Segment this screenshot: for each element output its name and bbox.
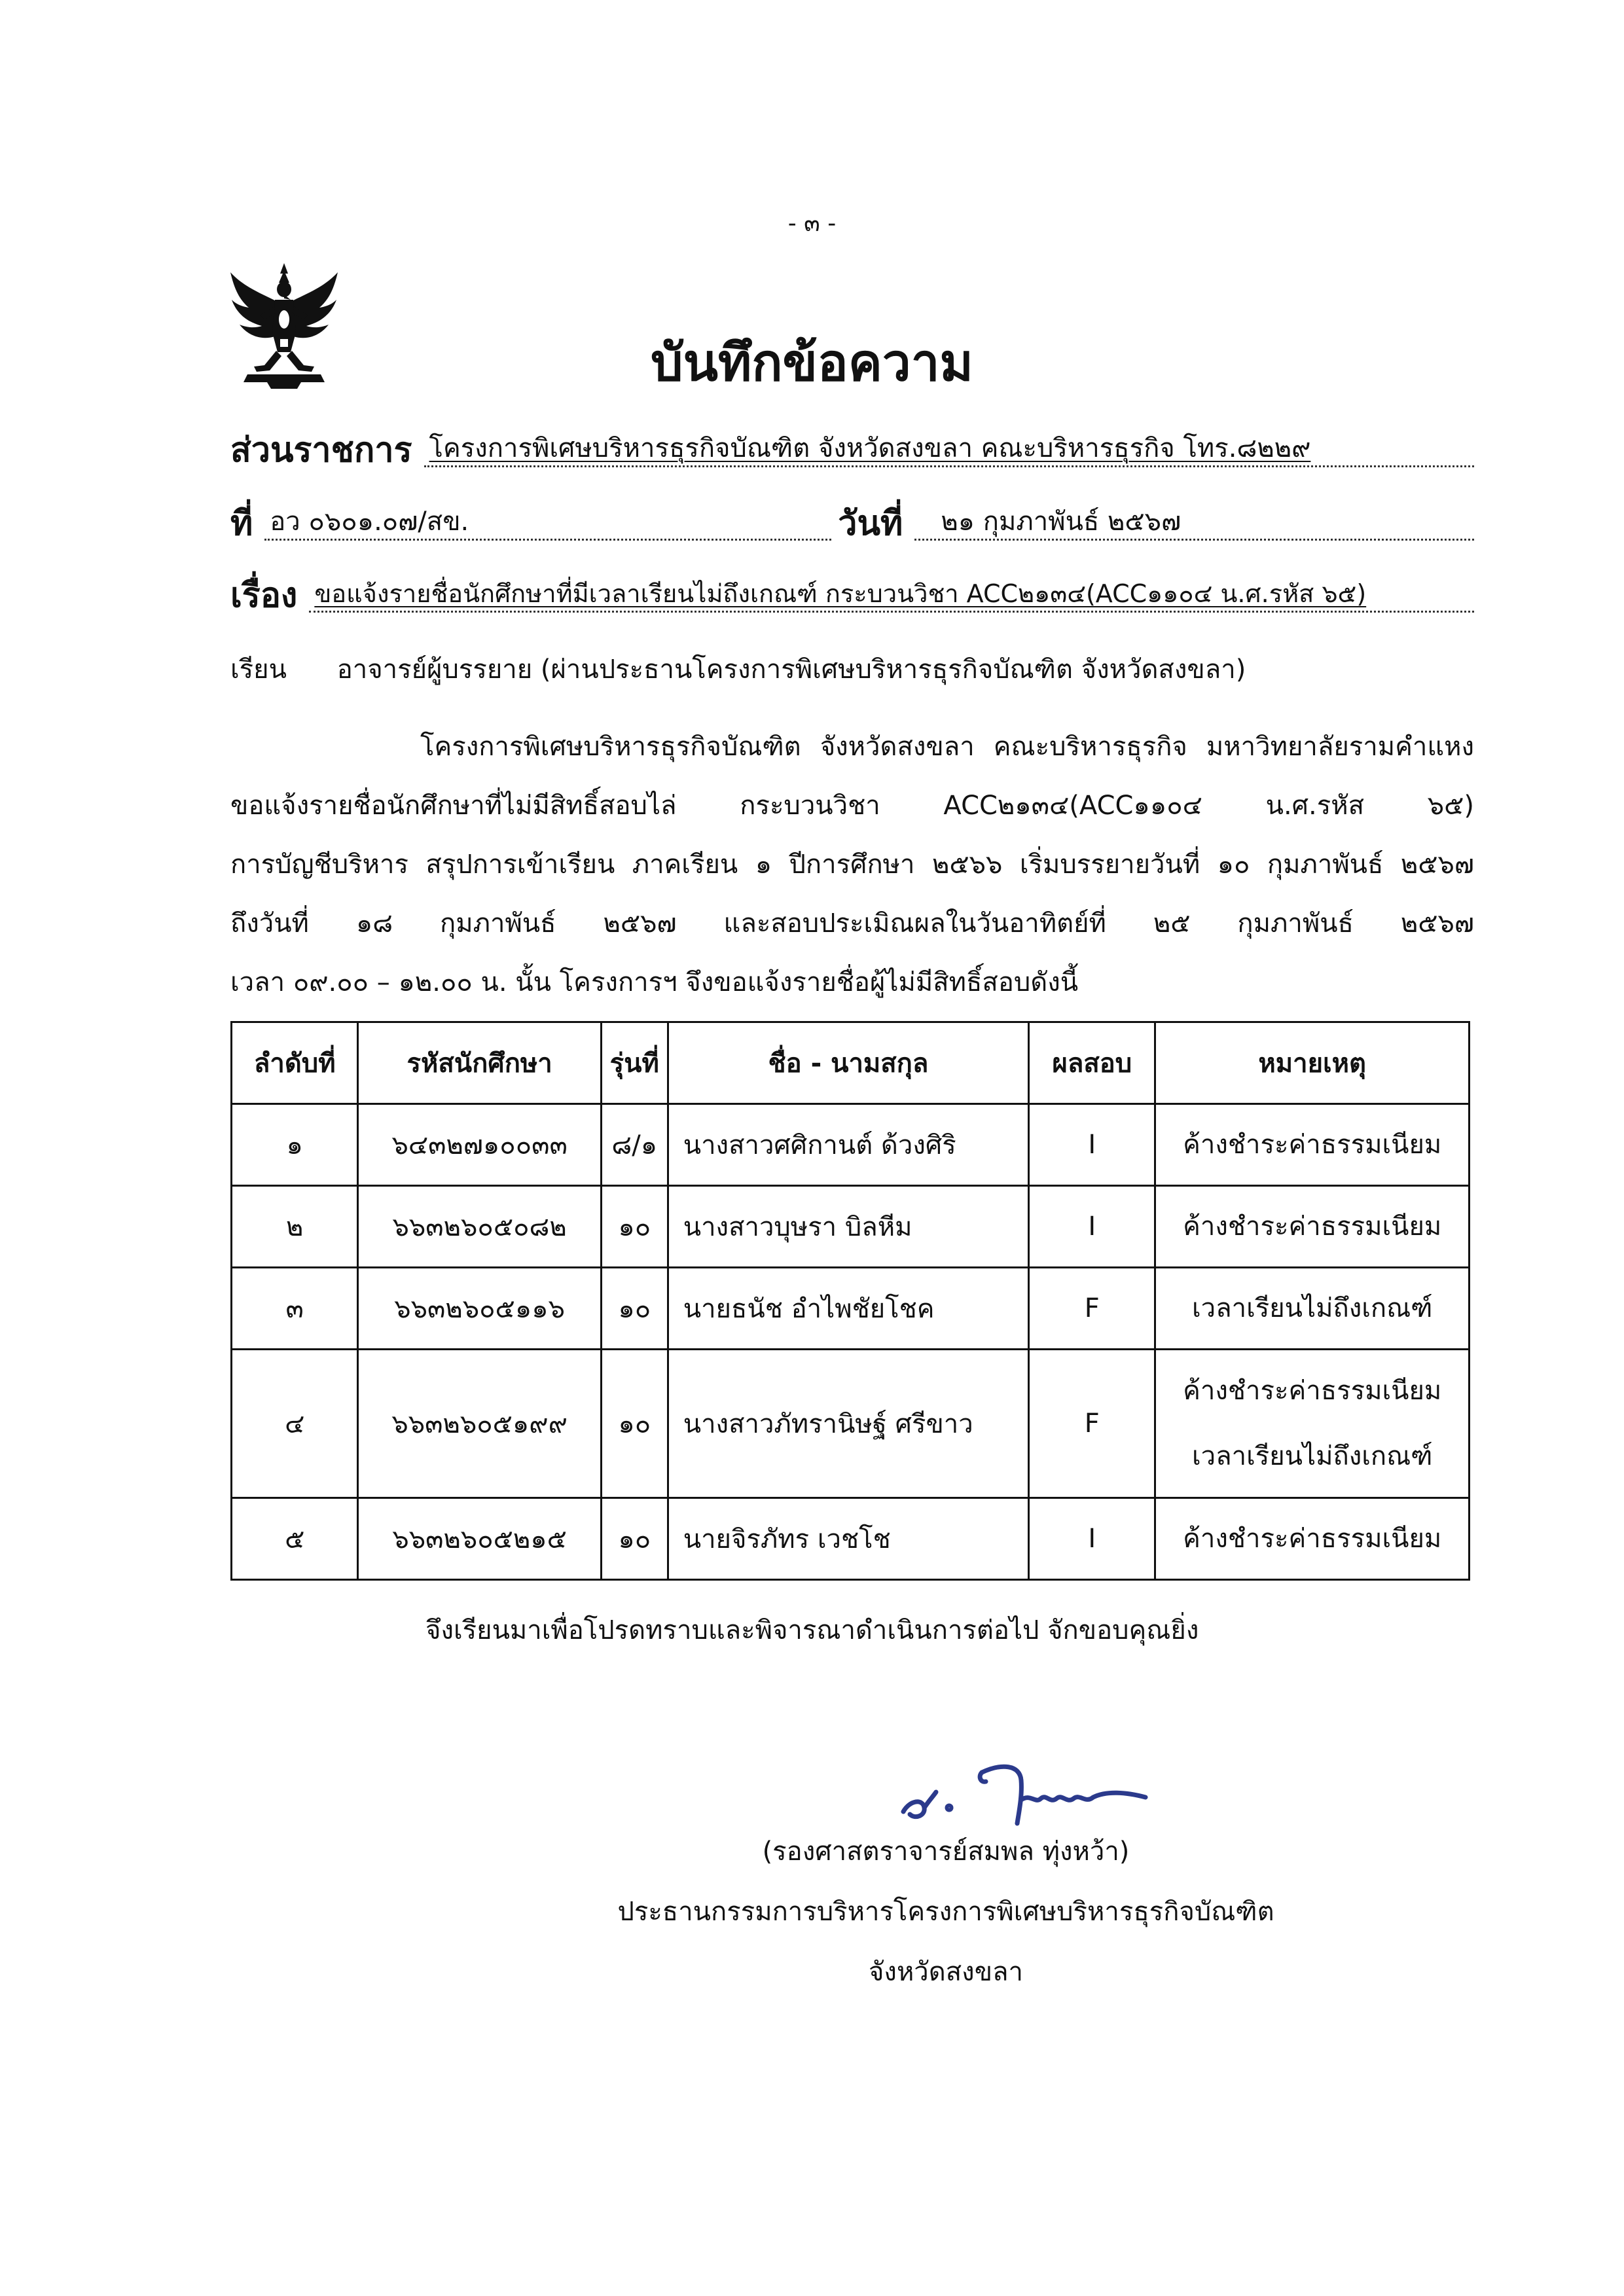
date-value: ๒๑ กุมภาพันธ์ ๒๕๖๗ [914,506,1474,541]
remark-line: ค้างชำระค่าธรรมเนียม [1183,1524,1442,1554]
date-label: วันที่ [838,504,903,543]
subject-row [230,558,1474,613]
generation: ๘/๑ [601,1104,668,1186]
remark-line: ค้างชำระค่าธรรมเนียม [1183,1376,1442,1406]
department-row [230,412,1474,470]
memo-title: บันทึกข้อความ [651,334,973,393]
page-number: - ๓ - [787,210,837,237]
reference-row [230,486,1474,541]
reference-value: อว ๐๖๐๑.๐๗/สข. [264,506,831,541]
generation: ๑๐ [601,1498,668,1580]
remark [1155,1104,1470,1186]
column-header: ผลสอบ [1029,1022,1155,1104]
table-row [232,1268,1470,1350]
column-header: รุ่นที่ [601,1022,668,1104]
salutation [230,648,1246,690]
generation: ๑๐ [601,1186,668,1268]
exam-result: F [1029,1350,1155,1498]
salutation-value: อาจารย์ผู้บรรยาย (ผ่านประธานโครงการพิเศษบริหารธุรกิจบัณฑิต จังหวัดสงขลา) [336,655,1246,685]
column-header: หมายเหตุ [1155,1022,1470,1104]
row-number: ๔ [232,1350,358,1498]
department-label: ส่วนราชการ [230,431,412,470]
salutation-label: เรียน [230,655,287,685]
student-name: นางสาวบุษรา บิลหีม [668,1186,1028,1268]
signatory-position: ประธานกรรมการบริหารโครงการพิเศษบริหารธุรกิจบัณฑิต [617,1897,1274,1927]
exam-result: I [1029,1498,1155,1580]
remark [1155,1186,1470,1268]
remark-line: ค้างชำระค่าธรรมเนียม [1183,1211,1442,1242]
student-name: นายจิรภัทร เวชโช [668,1498,1028,1580]
table-row [232,1498,1470,1580]
exam-result: I [1029,1104,1155,1186]
row-number: ๓ [232,1268,358,1350]
subject-value: ขอแจ้งรายชื่อนักศึกษาที่มีเวลาเรียนไม่ถึงเกณฑ์ กระบวนวิชา ACC๒๑๓๔(ACC๑๑๐๔ น.ศ.รหัส ๖๕) [309,579,1474,613]
student-id: ๖๔๓๒๗๑๐๐๓๓ [358,1104,601,1186]
column-header: ลำดับที่ [232,1022,358,1104]
generation: ๑๐ [601,1268,668,1350]
remark-line: เวลาเรียนไม่ถึงเกณฑ์ [1191,1293,1433,1323]
body-paragraph [230,717,1474,1012]
student-name: นางสาวภัทรานิษฐ์ ศรีขาว [668,1350,1028,1498]
body-line: ถึงวันที่ ๑๘ กุมภาพันธ์ ๒๕๖๗ และสอบประเมิณผลในวันอาทิตย์ที่ ๒๕ กุมภาพันธ์ ๒๕๖๗ [230,908,1474,939]
remark [1155,1350,1470,1498]
table-row [232,1104,1470,1186]
body-line: โครงการพิเศษบริหารธุรกิจบัณฑิต จังหวัดสงขลา คณะบริหารธุรกิจ มหาวิทยาลัยรามคำแหง [420,732,1474,762]
table-row [232,1186,1470,1268]
student-id: ๖๖๓๒๖๐๕๑๙๙ [358,1350,601,1498]
exam-result: F [1029,1268,1155,1350]
remark-line: เวลาเรียนไม่ถึงเกณฑ์ [1191,1441,1433,1471]
generation: ๑๐ [601,1350,668,1498]
student-name: นายธนัช อำไพชัยโชค [668,1268,1028,1350]
row-number: ๒ [232,1186,358,1268]
table-row [232,1350,1470,1498]
student-table [230,1021,1470,1581]
student-id: ๖๖๓๒๖๐๕๒๑๕ [358,1498,601,1580]
student-id: ๖๖๓๒๖๐๕๑๑๖ [358,1268,601,1350]
body-line: เวลา ๐๙.๐๐ – ๑๒.๐๐ น. นั้น โครงการฯ จึงขอแจ้งรายชื่อผู้ไม่มีสิทธิ์สอบดังนี้ [230,967,1079,997]
body-line: การบัญชีบริหาร สรุปการเข้าเรียน ภาคเรียน ๑ ปีการศึกษา ๒๕๖๖ เริ่มบรรยายวันที่ ๑๐ กุมภาพันธ์ ๒๕๖๗ [230,850,1474,880]
student-id: ๖๖๓๒๖๐๕๐๘๒ [358,1186,601,1268]
row-number: ๕ [232,1498,358,1580]
table-header-row [232,1022,1470,1104]
exam-result: I [1029,1186,1155,1268]
column-header: ชื่อ - นามสกุล [668,1022,1028,1104]
remark [1155,1498,1470,1580]
column-header: รหัสนักศึกษา [358,1022,601,1104]
signatory-province: จังหวัดสงขลา [868,1957,1024,1987]
signatory-name: (รองศาสตราจารย์สมพล ทุ่งหว้า) [762,1837,1130,1867]
student-name: นางสาวศศิกานต์ ด้วงศิริ [668,1104,1028,1186]
closing-text: จึงเรียนมาเพื่อโปรดทราบและพิจารณาดำเนินการต่อไป จักขอบคุณยิ่ง [425,1615,1199,1645]
department-value: โครงการพิเศษบริหารธุรกิจบัณฑิต จังหวัดสงขลา คณะบริหารธุรกิจ โทร.๘๒๒๙ [424,433,1474,467]
handwritten-signature-icon [890,1761,1165,1833]
subject-label: เรื่อง [230,576,298,615]
reference-label: ที่ [230,504,253,543]
remark-line: ค้างชำระค่าธรรมเนียม [1183,1130,1442,1160]
remark [1155,1268,1470,1350]
row-number: ๑ [232,1104,358,1186]
body-line: ขอแจ้งรายชื่อนักศึกษาที่ไม่มีสิทธิ์สอบไล่ กระบวนวิชา ACC๒๑๓๔(ACC๑๑๐๔ น.ศ.รหัส ๖๕) [230,791,1474,821]
